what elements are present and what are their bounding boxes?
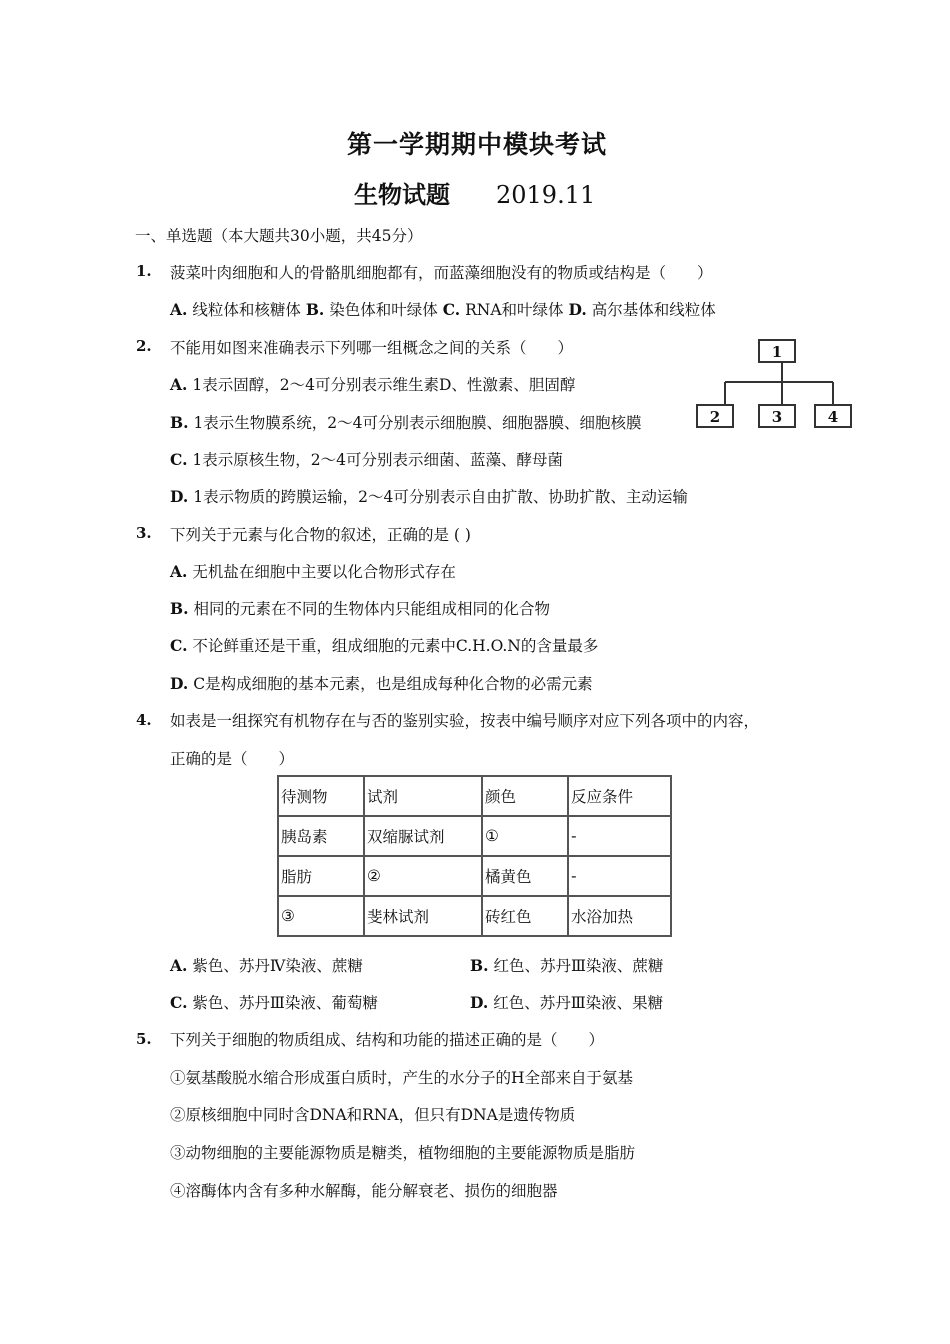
option-key: B. (170, 599, 189, 618)
experiment-table (277, 775, 672, 937)
option-line (170, 485, 688, 507)
statement-line: ④溶酶体内含有多种水解酶，能分解衰老、损伤的细胞器 (170, 1182, 558, 1200)
option-key: D. (170, 674, 189, 693)
table-header: 反应条件 (568, 776, 671, 816)
option-text: RNA和叶绿体 (465, 301, 564, 319)
option-text: 1表示原核生物，2～4可分别表示细菌、蓝藻、酵母菌 (192, 451, 563, 469)
option-key: D. (470, 993, 489, 1012)
question-number: 2. (136, 337, 152, 355)
option-line (170, 560, 456, 582)
question-stem: 下列关于元素与化合物的叙述，正确的是 ( ) (170, 526, 471, 544)
table-header: 试剂 (364, 776, 482, 816)
table-row (278, 856, 671, 896)
question-number: 3. (136, 524, 152, 542)
question-stem: 如表是一组探究有机物存在与否的鉴别实验，按表中编号顺序对应下列各项中的内容， (170, 712, 760, 730)
table-header: 颜色 (482, 776, 568, 816)
question-number: 4. (136, 711, 152, 729)
option-line (170, 991, 378, 1013)
option-line (170, 411, 642, 433)
exam-date: 2019.11 (496, 181, 596, 209)
statement-line: ③动物细胞的主要能源物质是糖类，植物细胞的主要能源物质是脂肪 (170, 1144, 636, 1162)
option-line (170, 954, 363, 976)
option-key: B. (305, 300, 325, 319)
option-line (470, 954, 663, 976)
option-text: 1表示生物膜系统，2～4可分别表示细胞膜、细胞器膜、细胞核膜 (193, 414, 642, 432)
option-line (170, 597, 550, 619)
statement-line: ②原核细胞中同时含DNA和RNA，但只有DNA是遗传物质 (170, 1106, 576, 1124)
option-key: C. (170, 636, 188, 655)
question-stem: 下列关于细胞的物质组成、结构和功能的描述正确的是（ ） (170, 1031, 605, 1049)
table-row (278, 816, 671, 856)
option-text: 无机盐在细胞中主要以化合物形式存在 (192, 563, 456, 581)
table-cell: 双缩脲试剂 (364, 816, 482, 856)
option-text: 相同的元素在不同的生物体内只能组成相同的化合物 (193, 600, 550, 618)
table-cell: ③ (278, 896, 364, 936)
option-key: B. (470, 956, 489, 975)
option-text: 1表示物质的跨膜运输，2～4可分别表示自由扩散、协助扩散、主动运输 (193, 488, 688, 506)
option-line (170, 672, 593, 694)
table-cell: ① (482, 816, 568, 856)
table-cell: 水浴加热 (568, 896, 671, 936)
question-stem: 不能用如图来准确表示下列哪一组概念之间的关系（ ） (170, 339, 574, 357)
option-text: 线粒体和核糖体 (192, 301, 301, 319)
diagram-label-3: 3 (771, 408, 783, 426)
table-header: 待测物 (278, 776, 364, 816)
section-heading: 一、单选题（本大题共30小题，共45分） (135, 227, 423, 245)
question-stem: 菠菜叶肉细胞和人的骨骼肌细胞都有，而蓝藻细胞没有的物质或结构是（ ） (170, 264, 713, 282)
option-key: C. (170, 450, 188, 469)
table-cell: ② (364, 856, 482, 896)
table-cell: 脂肪 (278, 856, 364, 896)
table-header-row (278, 776, 671, 816)
table-cell: 胰岛素 (278, 816, 364, 856)
page-title: 第一学期期中模块考试 (347, 130, 608, 159)
option-text: 高尔基体和线粒体 (591, 301, 716, 319)
option-key: B. (170, 413, 189, 432)
option-text: 红色、苏丹Ⅲ染液、果糖 (493, 994, 664, 1012)
option-text: 红色、苏丹Ⅲ染液、蔗糖 (493, 957, 664, 975)
option-text: 紫色、苏丹Ⅲ染液、葡萄糖 (192, 994, 378, 1012)
option-key: C. (170, 993, 188, 1012)
option-text: 不论鲜重还是干重，组成细胞的元素中C.H.O.N的含量最多 (192, 637, 599, 655)
table-cell: 橘黄色 (482, 856, 568, 896)
option-key: D. (170, 487, 189, 506)
option-key: A. (170, 300, 188, 319)
option-key: A. (170, 375, 188, 394)
option-key: A. (170, 562, 188, 581)
table-cell: 斐林试剂 (364, 896, 482, 936)
option-line (170, 634, 598, 656)
option-key: C. (442, 300, 461, 319)
option-text: 1表示固醇，2～4可分别表示维生素D、性激素、胆固醇 (192, 376, 576, 394)
statement-line: ①氨基酸脱水缩合形成蛋白质时，产生的水分子的H全部来自于氨基 (170, 1069, 634, 1087)
option-text: C是构成细胞的基本元素，也是组成每种化合物的必需元素 (193, 675, 593, 693)
option-line (170, 448, 563, 470)
question-number: 1. (136, 262, 152, 280)
question-number: 5. (136, 1030, 152, 1048)
option-text: 紫色、苏丹Ⅳ染液、蔗糖 (192, 957, 363, 975)
option-row (170, 298, 716, 320)
diagram-label-4: 4 (827, 408, 839, 426)
option-line (170, 373, 575, 395)
diagram-label-2: 2 (709, 408, 721, 426)
table-row (278, 896, 671, 936)
table-cell: 砖红色 (482, 896, 568, 936)
question-stem-continued: 正确的是（ ） (170, 750, 295, 768)
option-text: 染色体和叶绿体 (329, 301, 438, 319)
option-line (470, 991, 663, 1013)
concept-diagram (690, 335, 860, 430)
table-cell: - (568, 856, 671, 896)
subject-label: 生物试题 (354, 180, 450, 209)
page-subtitle (354, 175, 595, 210)
diagram-label-1: 1 (771, 343, 783, 361)
option-key: D. (568, 300, 587, 319)
option-key: A. (170, 956, 188, 975)
table-cell: - (568, 816, 671, 856)
